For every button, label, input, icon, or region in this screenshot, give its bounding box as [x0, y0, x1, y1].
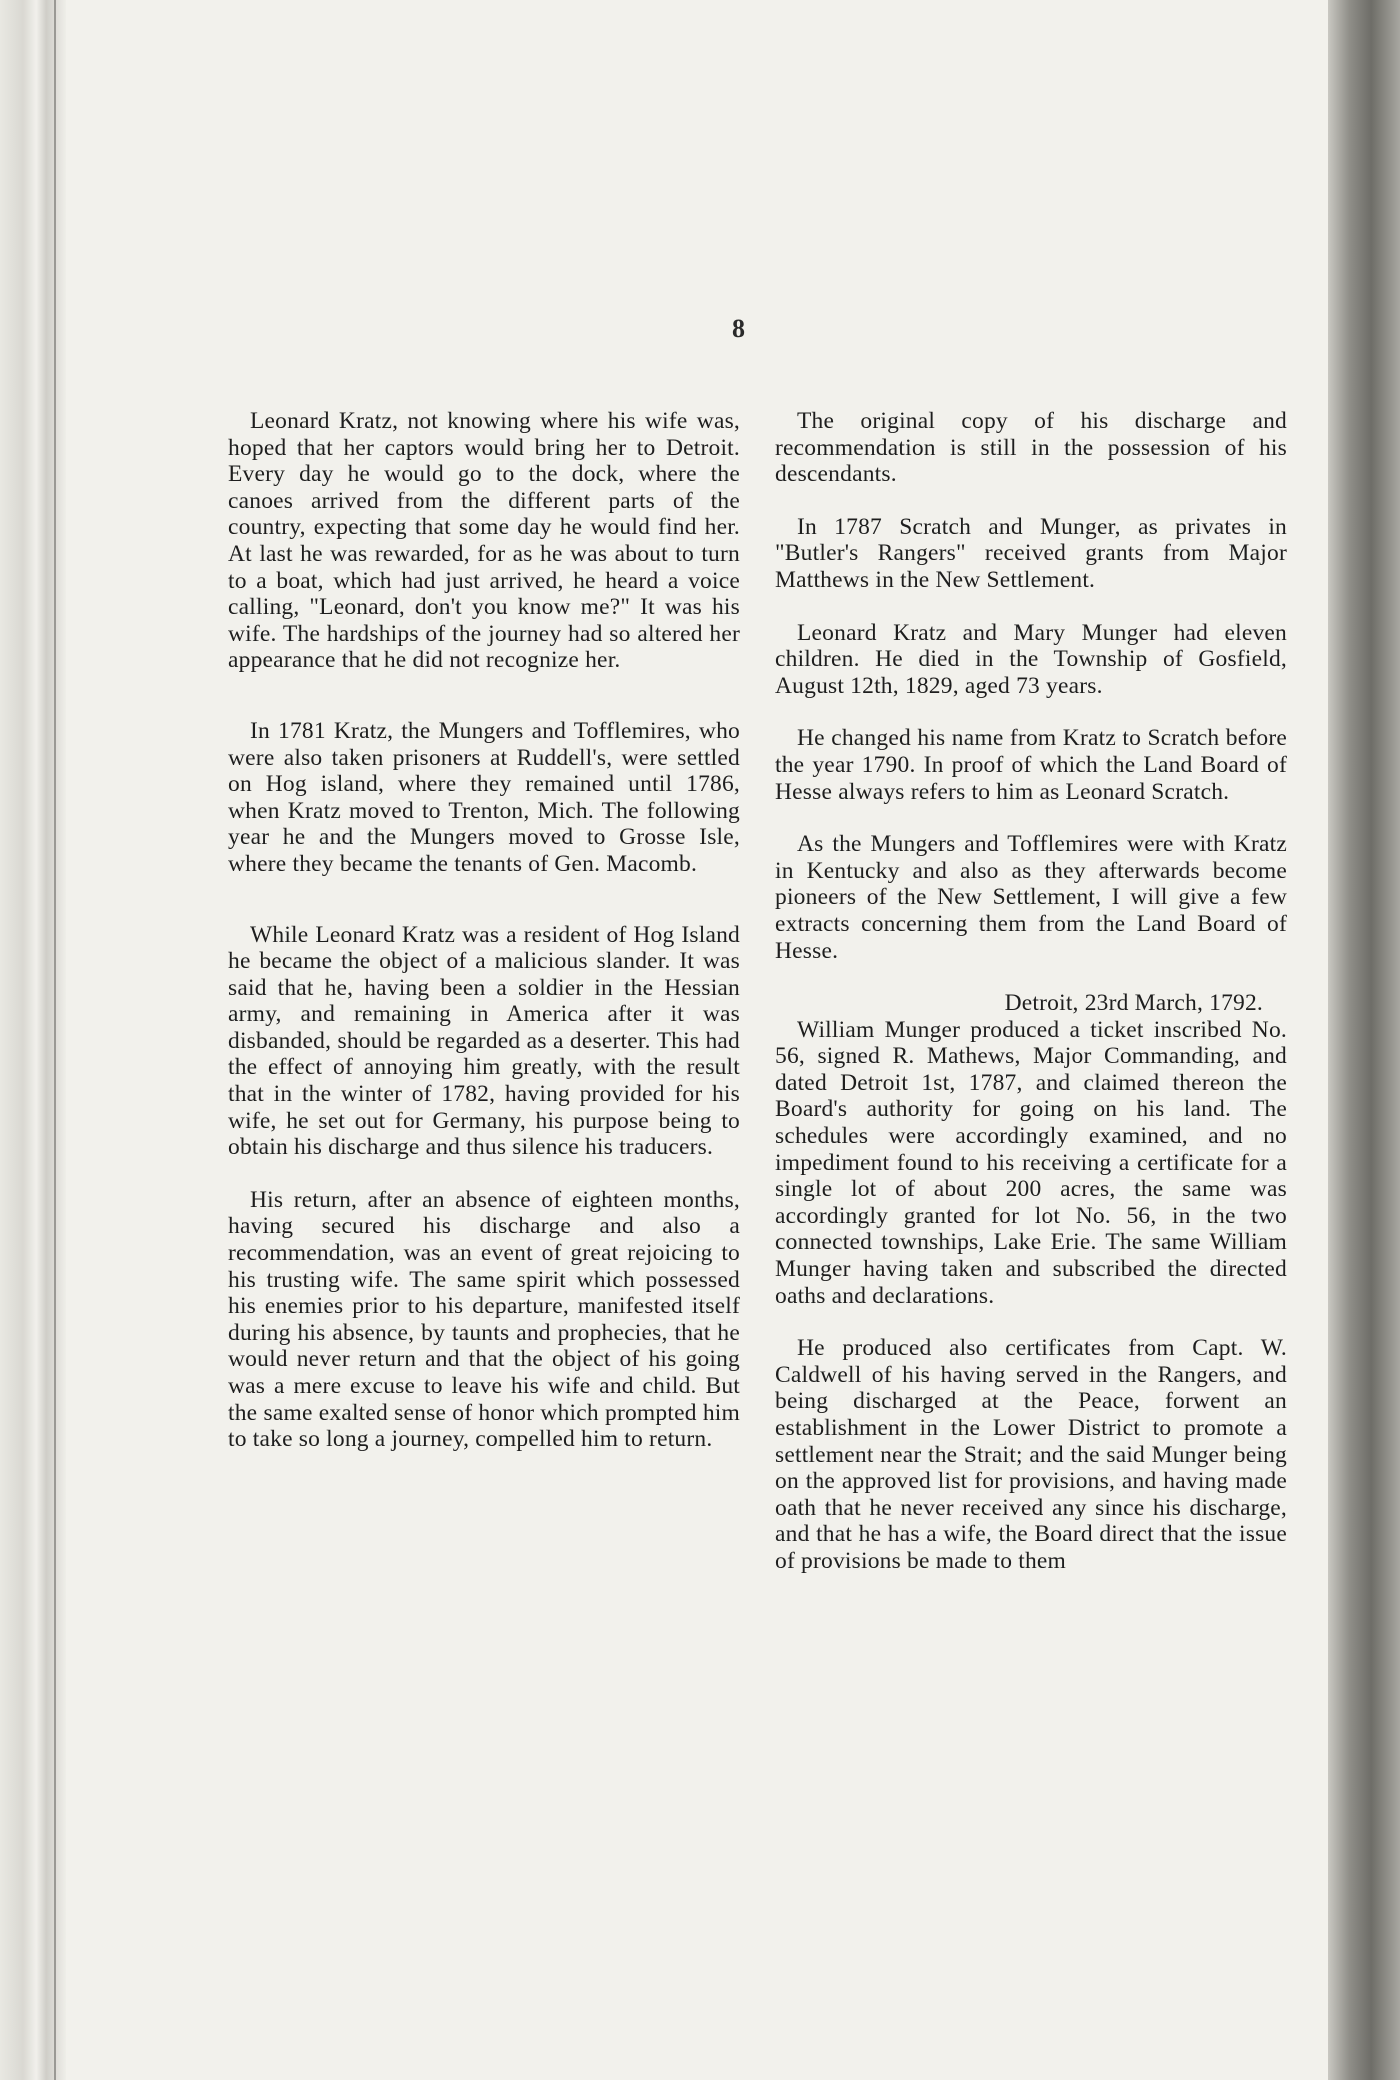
page-binding-edge: [0, 0, 66, 2080]
paragraph: His return, after an absence of eighteen months, having secured his discharge and also a recommendation, was an event of great rejoicing to his trusting wife. The same spirit which possessed his enemies prior to his departure, manifested itself during his absence, by taunts and prophecies, that he would never return and that the object of his going was a mere excuse to leave his wife and child. But the same exalted sense of honor which prompted him to take so long a journey, compelled him to return.: [228, 1186, 740, 1453]
paragraph: In 1781 Kratz, the Mungers and Tofflemires, who were also taken prisoners at Ruddell's, were settled on Hog island, where they remained until 1786, when Kratz moved to Trenton, Mich. The following year he and the Mungers moved to Grosse Isle, where they became the tenants of Gen. Macomb.: [228, 717, 740, 877]
paragraph: In 1787 Scratch and Munger, as privates in "Butler's Rangers" received grants from Major Matthews in the New Settlement.: [775, 513, 1287, 593]
right-column: [775, 408, 1287, 1601]
paragraph: He produced also certificates from Capt. W. Caldwell of his having served in the Rangers, and being discharged at the Peace, forwent an establishment in the Lower District to promote a settlement near the Strait; and the said Munger being on the approved list for provisions, and having made oath that he never received any since his discharge, and that he has a wife, the Board direct that the issue of provisions be made to them: [775, 1335, 1287, 1574]
paragraph: William Munger produced a ticket inscribed No. 56, signed R. Mathews, Major Commanding, and dated Detroit 1st, 1787, and claimed thereon the Board's authority for going on his land. The schedules were accordingly examined, and no impediment found to his receiving a certificate for a single lot of about 200 acres, the same was accordingly granted for lot No. 56, in the two connected townships, Lake Erie. The same William Munger having taken and subscribed the directed oaths and declarations.: [775, 1016, 1287, 1309]
left-column: [228, 408, 740, 1479]
binding-line: [54, 0, 56, 2080]
paragraph: While Leonard Kratz was a resident of Hog Island he became the object of a malicious slander. It was said that he, having been a soldier in the Hessian army, and remaining in America after it was disbanded, should be regarded as a deserter. This had the effect of annoying him greatly, with the result that in the winter of 1782, having provided for his wife, he set out for Germany, his purpose being to obtain his discharge and thus silence his traducers.: [228, 921, 740, 1161]
paragraph: The original copy of his discharge and recommendation is still in the possession of his descendants.: [775, 408, 1287, 488]
paragraph: Leonard Kratz and Mary Munger had eleven children. He died in the Township of Gosfield, August 12th, 1829, aged 73 years.: [775, 619, 1287, 699]
page-number: 8: [732, 314, 745, 343]
paragraph: Leonard Kratz, not knowing where his wife was, hoped that her captors would bring her to Detroit. Every day he would go to the dock, where the canoes arrived from the different parts of the country, expecting that some day he would find her. At last he was rewarded, for as he was about to turn to a boat, which had just arrived, he heard a voice calling, "Leonard, don't you know me?" It was his wife. The hardships of the journey had so altered her appearance that he did not recognize her.: [228, 408, 740, 674]
page-shadow-edge: [1328, 0, 1400, 2080]
dateline: Detroit, 23rd March, 1792.: [1004, 990, 1263, 1017]
paragraph: He changed his name from Kratz to Scratch before the year 1790. In proof of which the Land Board of Hesse always refers to him as Leonard Scratch.: [775, 725, 1287, 805]
paragraph: As the Mungers and Tofflemires were with Kratz in Kentucky and also as they afterwards become pioneers of the New Settlement, I will give a few extracts concerning them from the Land Board of Hesse.: [775, 831, 1287, 964]
